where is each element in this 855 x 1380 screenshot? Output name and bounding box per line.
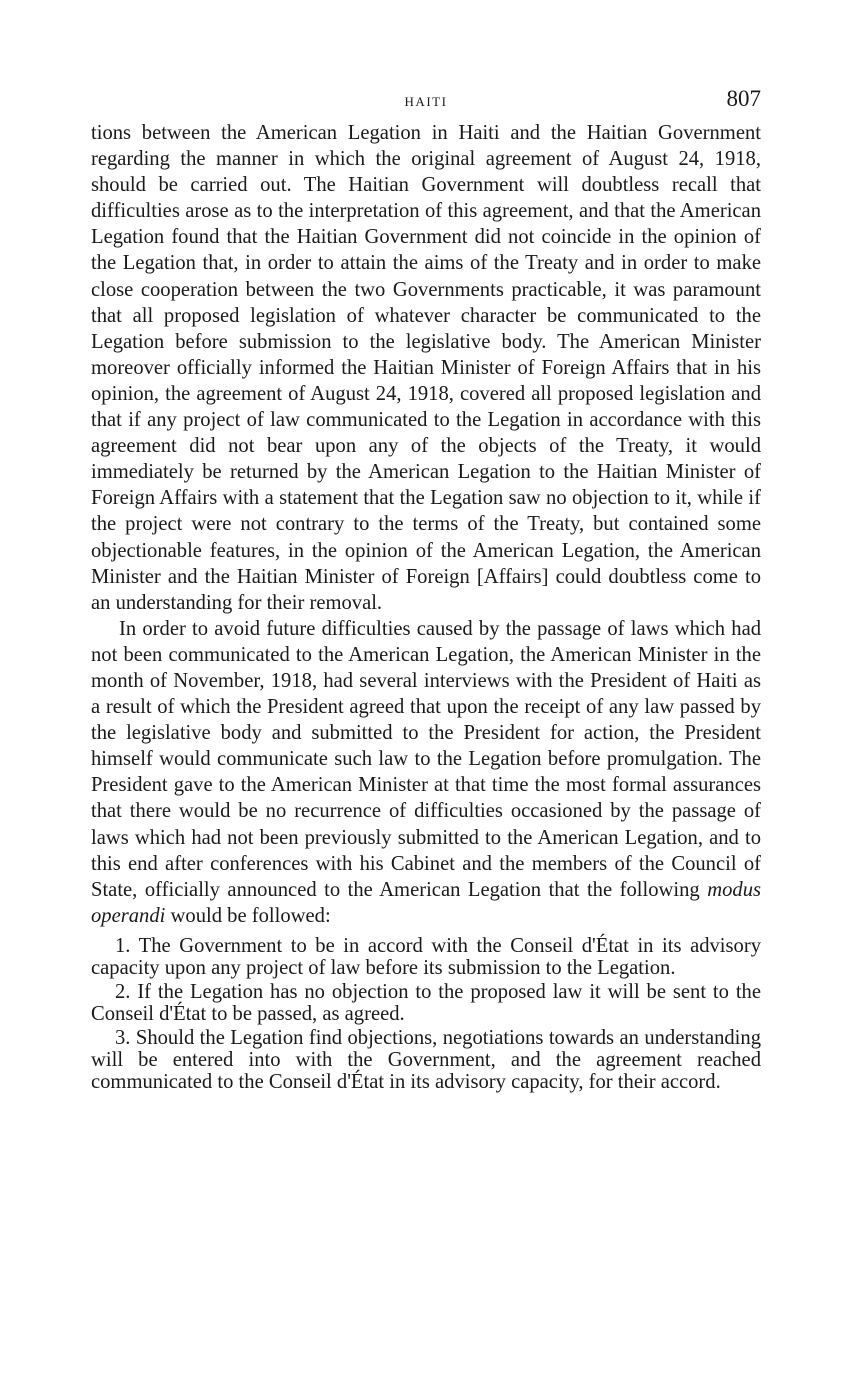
document-page: [91, 86, 761, 1095]
running-head: [91, 86, 761, 120]
page-number: 807: [726, 86, 761, 111]
list-item: 3. Should the Legation find objections, negotiations towards an understanding will be entered into with the Government, and the agreement reached communicated to the Conseil d'État in its advisory capacity, for their accord.: [91, 1026, 761, 1093]
list-item: 2. If the Legation has no objection to the proposed law it will be sent to the Conseil d'État to be passed, as agreed.: [91, 980, 761, 1025]
italic-phrase: modus operandi: [91, 878, 762, 927]
paragraph-continued: tions between the American Legation in Haiti and the Haitian Government regarding the manner in which the original agreement of August 24, 1918, should be carried out. The Haitian Government will doubtless recall that difficulties arose as to the interpretation of this agreement, and that the American Legation found that the Haitian Government did not coincide in the opinion of the Legation that, in order to attain the aims of the Treaty and in order to make close cooperation between the two Governments practicable, it was paramount that all proposed legislation of whatever character be communicated to the Legation before submission to the legislative body. The American Minister moreover officially informed the Haitian Minister of Foreign Affairs that in his opinion, the agreement of August 24, 1918, covered all proposed legislation and that if any project of law communicated to the Legation in accordance with this agreement did not bear upon any of the objects of the Treaty, it would immediately be returned by the American Legation to the Haitian Minister of Foreign Affairs with a statement that the Legation saw no objection to it, while if the project were not contrary to the terms of the Treaty, but contained some objectionable features, in the opinion of the American Legation, the American Minister and the Haitian Minister of Foreign [Affairs] could doubtless come to an understanding for their removal.: [91, 122, 761, 614]
list-item: 1. The Government to be in accord with the Conseil d'État in its advisory capacity upon any project of law before its submission to the Legation.: [91, 934, 761, 979]
paragraph-text: In order to avoid future difficulties caused by the passage of laws which had not been communicated to the American Legation, the American Minister in the month of November, 1918, had several interviews with the President of Haiti as a result of which the President agreed that upon the receipt of any law passed by the legislative body and submitted to the President for action, the President himself would communicate such law to the Legation before promulgation. The President gave to the American Minister at that time the most formal assurances that there would be no recurrence of difficulties occasioned by the passage of laws which had not been previously submitted to the American Legation, and to this end after conferences with his Cabinet and the members of the Council of State, officially announced to the American Legation that the following: [91, 617, 761, 901]
running-title: HAITI: [404, 94, 448, 109]
numbered-list: [91, 935, 761, 1093]
paragraph-modus-operandi: [91, 616, 761, 929]
paragraph-tail: would be followed:: [170, 904, 331, 927]
